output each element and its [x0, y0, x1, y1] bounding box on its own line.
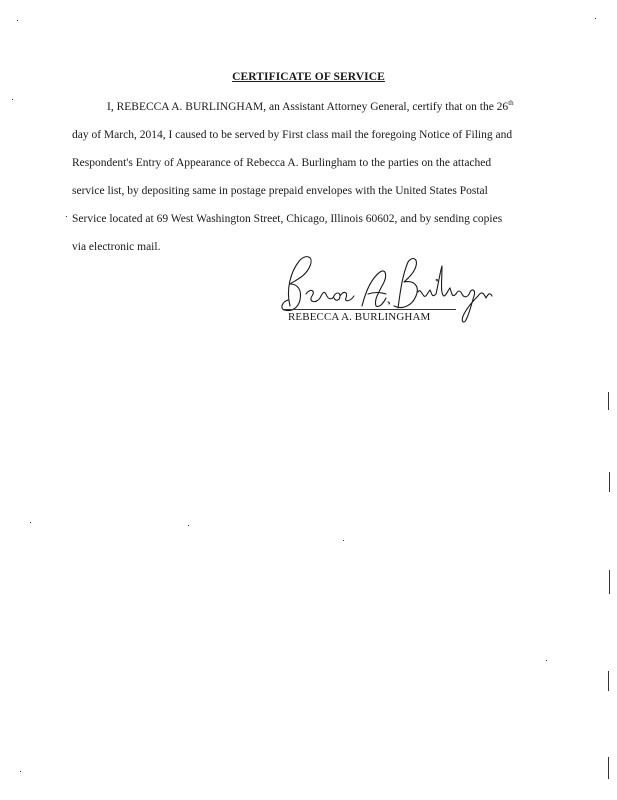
signature-line [284, 309, 456, 310]
scan-mark [608, 757, 609, 779]
scan-mark [188, 525, 189, 526]
scan-mark [609, 472, 610, 492]
ordinal-suffix: th [508, 99, 514, 108]
page-title: CERTIFICATE OF SERVICE [232, 71, 385, 83]
scan-mark [17, 20, 18, 21]
scan-mark [609, 570, 610, 594]
signer-name: REBECCA A. BURLINGHAM [288, 311, 431, 323]
scan-mark [66, 216, 67, 217]
body-line-1 [107, 100, 514, 114]
body-line-1-text: I, REBECCA A. BURLINGHAM, an Assistant Attorney General, certify that on the 26 [107, 101, 509, 113]
scan-mark [30, 522, 31, 523]
scan-mark [608, 671, 609, 691]
body-line-5: Service located at 69 West Washington Street, Chicago, Illinois 60602, and by sending copies [72, 213, 503, 225]
body-line-2: day of March, 2014, I caused to be served by First class mail the foregoing Notice of Filing and [72, 129, 513, 141]
scan-mark [595, 18, 596, 19]
scan-mark [20, 771, 21, 772]
body-line-3: Respondent's Entry of Appearance of Rebecca A. Burlingham to the parties on the attached [72, 157, 492, 169]
scan-mark [12, 99, 13, 100]
body-line-4: service list, by depositing same in postage prepaid envelopes with the United States Postal [72, 185, 488, 197]
scan-mark [608, 392, 609, 410]
scan-mark [546, 660, 547, 661]
body-line-6: via electronic mail. [72, 241, 161, 253]
scan-mark [343, 540, 344, 541]
